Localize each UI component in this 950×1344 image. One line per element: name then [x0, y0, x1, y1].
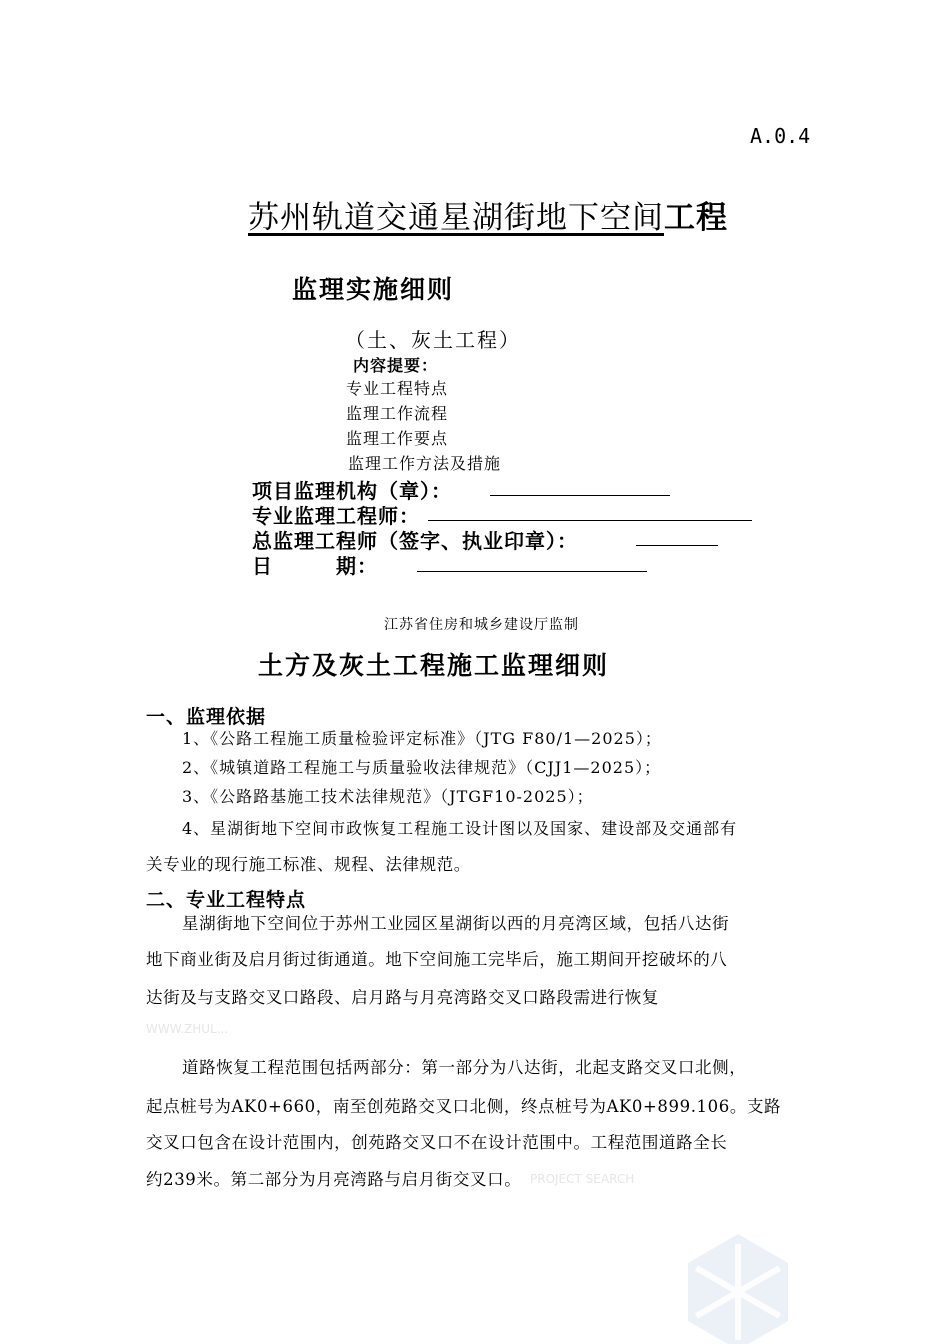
section-heading: 一、监理依据	[146, 706, 267, 728]
project-title-suffix: 工程	[664, 200, 728, 236]
engineer-label: 专业监理工程师：	[252, 504, 420, 528]
list-item: 2、《城镇道路工程施工与质量验收法律规范》（CJJ1—2025）；	[182, 758, 662, 777]
chief-signature-line[interactable]	[636, 545, 718, 546]
doc-type: 监理实施细则	[292, 275, 455, 304]
chief-label: 总监理工程师（签字、执业印章）：	[252, 529, 578, 553]
paragraph-line: 星湖街地下空间位于苏州工业园区星湖街以西的月亮湾区域，包括八达街	[182, 914, 730, 933]
summary-item: 监理工作方法及措施	[348, 454, 502, 473]
engineer-signature-line[interactable]	[428, 520, 752, 521]
list-item: 4、星湖街地下空间市政恢复工程施工设计图以及国家、建设部及交通部有	[182, 819, 738, 838]
org-label: 项目监理机构（章）：	[252, 479, 452, 503]
project-title	[248, 192, 728, 237]
scope: （土、灰土工程）	[345, 328, 521, 352]
paragraph-line: 道路恢复工程范围包括两部分：第一部分为八达街，北起支路交叉口北侧，	[182, 1058, 747, 1077]
watermark-text: WWW.ZHUL...	[146, 1022, 229, 1036]
paragraph-line: 地下商业街及启月街过街通道。地下空间施工完毕后，施工期间开挖破坏的八	[146, 950, 728, 969]
list-item-continuation: 关专业的现行施工标准、规程、法律规范。	[146, 855, 471, 874]
summary-item: 监理工作流程	[346, 404, 449, 423]
org-signature-line[interactable]	[490, 495, 670, 496]
date-label: 日 期：	[252, 554, 378, 578]
summary-heading: 内容提要：	[353, 356, 439, 375]
form-code: A.0.4	[750, 124, 811, 148]
project-title-main: 苏州轨道交通星湖街地下空间	[248, 200, 664, 236]
paragraph-line: 起点桩号为AK0+660，南至创苑路交叉口北侧，终点桩号为AK0+899.106。支路	[146, 1097, 782, 1116]
summary-item: 监理工作要点	[346, 429, 449, 448]
list-item: 1、《公路工程施工质量检验评定标准》（JTG F80/1—2025）；	[182, 729, 662, 748]
doc-title: 土方及灰土工程施工监理细则	[258, 651, 610, 680]
summary-item: 专业工程特点	[346, 379, 449, 398]
paragraph-line: 达街及与支路交叉口路段、启月路与月亮湾路交叉口路段需进行恢复	[146, 988, 659, 1007]
issuer: 江苏省住房和城乡建设厅监制	[384, 617, 579, 633]
date-line[interactable]	[417, 571, 647, 572]
paragraph-line: 交叉口包含在设计范围内，创苑路交叉口不在设计范围中。工程范围道路全长	[146, 1133, 728, 1152]
section-heading: 二、专业工程特点	[146, 889, 307, 911]
watermark-text: PROJECT SEARCH	[530, 1172, 635, 1186]
paragraph-line: 约239米。第二部分为月亮湾路与启月街交叉口。	[146, 1170, 522, 1189]
list-item: 3、《公路路基施工技术法律规范》（JTGF10-2025）；	[182, 787, 594, 806]
snowflake-watermark-icon	[678, 1232, 798, 1344]
